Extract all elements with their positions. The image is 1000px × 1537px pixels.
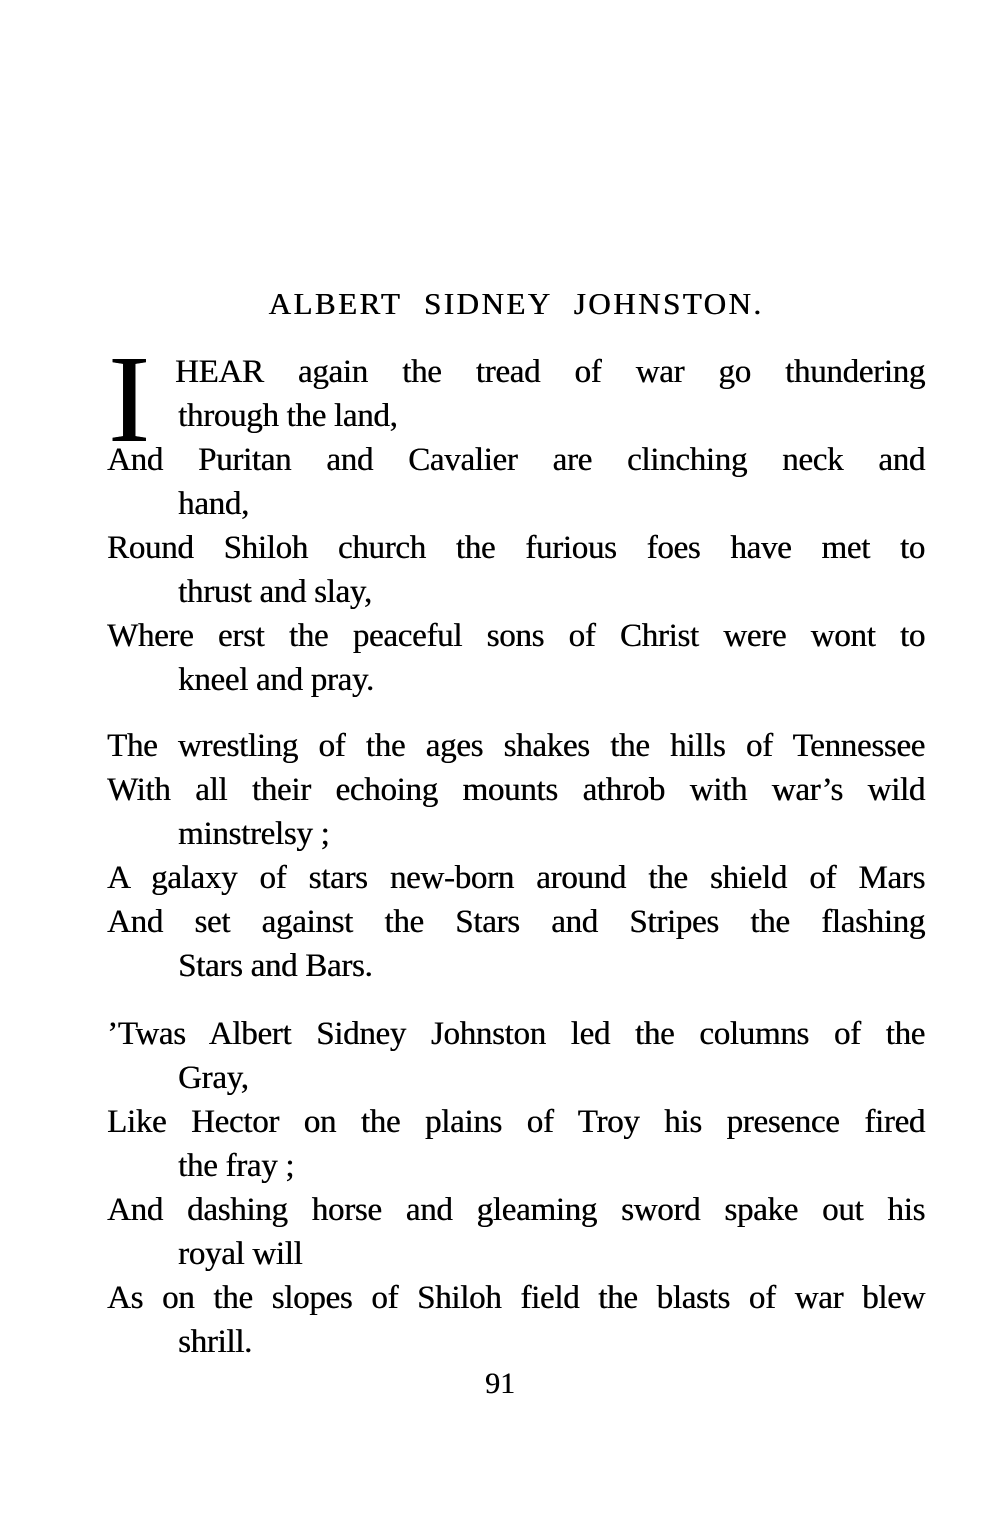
drop-cap-letter: I — [108, 331, 150, 469]
poem-line: minstrelsy ; — [178, 816, 330, 852]
poem-line: Stars and Bars. — [178, 948, 373, 984]
poem-line: And set against the Stars and Stripes the flashing — [107, 904, 925, 940]
poem-line: ’Twas Albert Sidney Johnston led the columns of the — [107, 1016, 925, 1052]
poem-line: through the land, — [178, 398, 398, 434]
poem-line: And Puritan and Cavalier are clinching neck and — [107, 442, 925, 478]
poem-line: the fray ; — [178, 1148, 295, 1184]
poem-line: And dashing horse and gleaming sword spake out his — [107, 1192, 925, 1228]
poem-line: With all their echoing mounts athrob with war’s wild — [107, 772, 925, 808]
page-number: 91 — [485, 1367, 515, 1400]
stanza-3 — [107, 1012, 925, 1364]
poem-line: Round Shiloh church the furious foes have met to — [107, 530, 925, 566]
stanza-1 — [107, 350, 925, 702]
poem-line: kneel and pray. — [178, 662, 374, 698]
poem-line: Like Hector on the plains of Troy his presence fired — [107, 1104, 925, 1140]
poem-title: ALBERT SIDNEY JOHNSTON. — [268, 286, 764, 321]
poem-line: thrust and slay, — [178, 574, 372, 610]
poem-line: As on the slopes of Shiloh field the blasts of war blew — [107, 1280, 925, 1316]
poem-line: HEAR again the tread of war go thundering — [175, 354, 925, 390]
poem-line: Where erst the peaceful sons of Christ were wont to — [107, 618, 925, 654]
page-content — [107, 0, 925, 1364]
poem-line: royal will — [178, 1236, 303, 1272]
stanza-2 — [107, 724, 925, 988]
poem-line: hand, — [178, 486, 249, 522]
poem-line: A galaxy of stars new-born around the shield of Mars — [107, 860, 925, 896]
poem-line: shrill. — [178, 1324, 252, 1360]
poem-line: Gray, — [178, 1060, 249, 1096]
poem-line: The wrestling of the ages shakes the hills of Tennessee — [107, 728, 925, 764]
